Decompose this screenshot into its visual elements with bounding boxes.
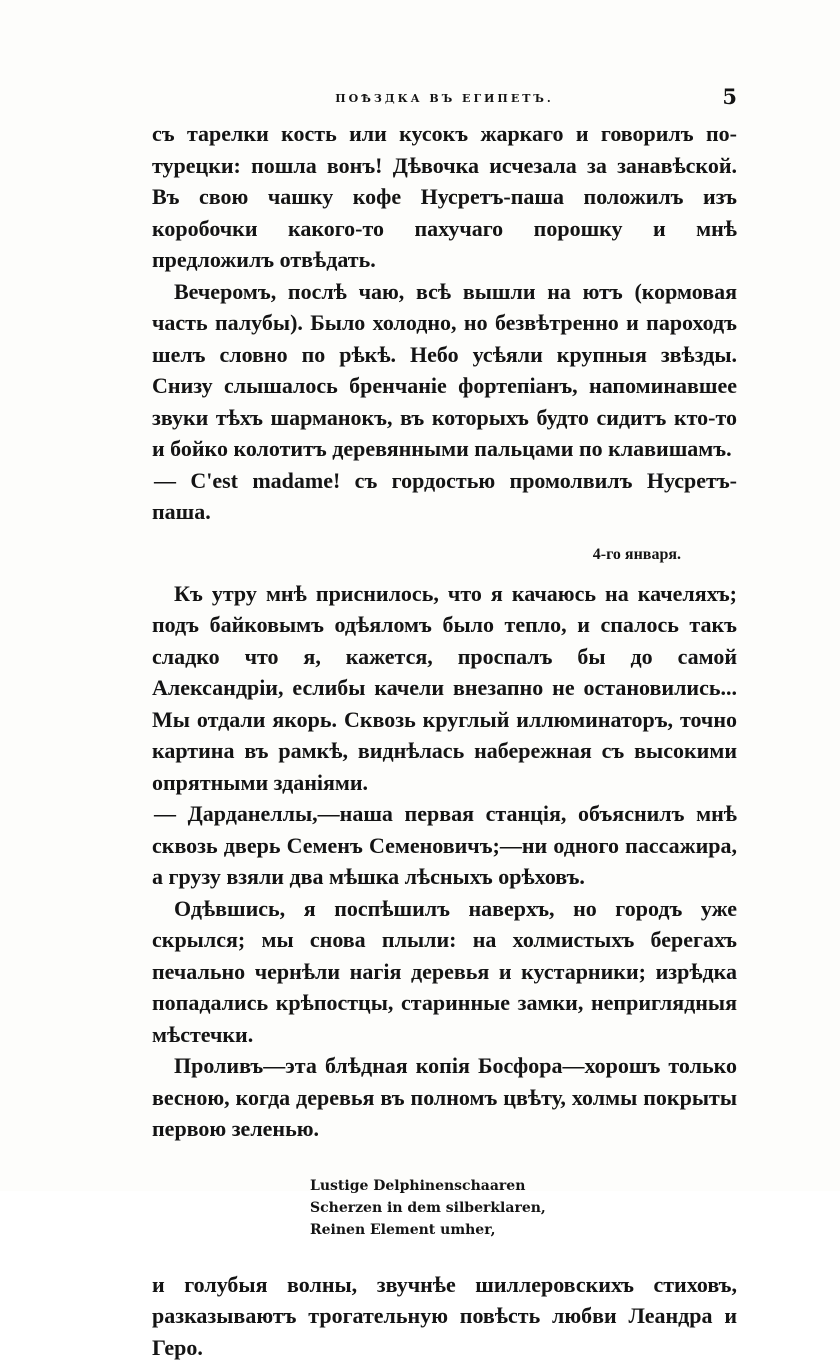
paragraph-5: — Дарданеллы,—наша первая станція, объяснилъ мнѣ сквозь дверь Семенъ Семеновичъ;—ни одного пассажира, а грузу взяли два мѣшка лѣсныхъ орѣховъ.: [152, 798, 737, 893]
paragraph-2: Вечеромъ, послѣ чаю, всѣ вышли на ютъ (кормовая часть палубы). Было холодно, но безвѣтренно и пароходъ шелъ словно по рѣкѣ. Небо усѣяли крупныя звѣзды. Снизу слышалось бренчаніе фортепіанъ, напоминавшее звуки тѣхъ шарманокъ, въ которыхъ будто сидитъ кто-то и бойко колотитъ деревянными пальцами по клавишамъ.: [152, 276, 737, 465]
running-title: ПОѢЗДКА ВЪ ЕГИПЕТЪ.: [152, 92, 737, 105]
paragraph-3: — C'est madame! съ гордостью промолвилъ Нусретъ-паша.: [152, 465, 737, 528]
page-text: [152, 118, 737, 1363]
poem-quote: [310, 1175, 737, 1241]
page-number: 5: [722, 84, 737, 109]
paragraph-6: Одѣвшись, я поспѣшилъ наверхъ, но городъ уже скрылся; мы снова плыли: на холмистыхъ берегахъ печально чернѣли нагія деревья и кустарники; изрѣдка попадались крѣпостцы, старинные замки, неприглядныя мѣстечки.: [152, 893, 737, 1051]
poem-line: Lustige Delphinenschaaren: [310, 1175, 737, 1197]
paragraph-7: Проливъ—эта блѣдная копія Босфора—хорошъ только весною, когда деревья въ полномъ цвѣту, холмы покрыты первою зеленью.: [152, 1050, 737, 1145]
diary-date: 4-го января.: [152, 540, 737, 570]
poem-line: Scherzen in dem silberklaren,: [310, 1197, 737, 1219]
paragraph-8: и голубыя волны, звучнѣе шиллеровскихъ стиховъ, разказываютъ трогательную повѣсть любви Леандра и Геро.: [152, 1269, 737, 1363]
poem-line: Reinen Element umher,: [310, 1219, 737, 1241]
paragraph-1: съ тарелки кость или кусокъ жаркаго и говорилъ по-турецки: пошла вонъ! Дѣвочка исчезала за занавѣской. Въ свою чашку кофе Нусретъ-паша положилъ изъ коробочки какого-то пахучаго порошку и мнѣ предложилъ отвѣдать.: [152, 118, 737, 276]
paragraph-4: Къ утру мнѣ приснилось, что я качаюсь на качеляхъ; подъ байковымъ одѣяломъ было тепло, и спалось такъ сладко что я, кажется, проспалъ бы до самой Александріи, еслибы качели внезапно не остановились... Мы отдали якорь. Сквозь круглый иллюминаторъ, точно картина въ рамкѣ, виднѣлась набережная съ высокими опрятными зданіями.: [152, 578, 737, 799]
page-header: [152, 84, 737, 112]
